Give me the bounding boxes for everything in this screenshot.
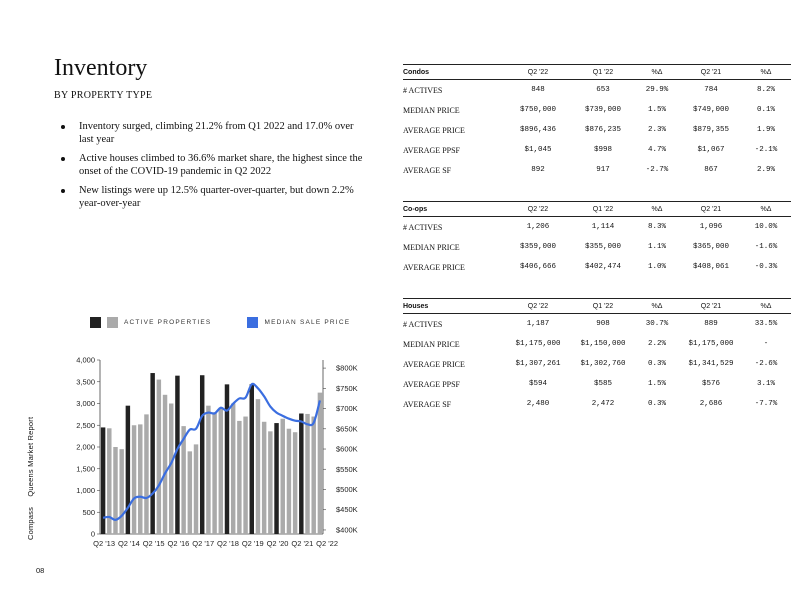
x-tick-label: Q2 '14 [117, 539, 140, 548]
table-header-cell: %Δ [741, 202, 791, 217]
table-header-cell: Co-ops [403, 202, 503, 217]
table-cell: 2.3% [647, 126, 666, 134]
y-left-tick-label: 3,500 [76, 377, 95, 387]
page-number: 08 [36, 566, 45, 575]
table-header-cell: Q2 '21 [681, 65, 741, 80]
bar [256, 399, 260, 534]
table-cell: $359,000 [519, 243, 556, 251]
table-row [403, 120, 791, 140]
table-cell: -7.7% [754, 400, 778, 408]
table-cell: $365,000 [692, 243, 729, 251]
bar [293, 432, 297, 534]
table-cell: 2,686 [699, 400, 723, 408]
y-right-tick-label: $550K [336, 464, 358, 474]
table-cell: 10.0% [754, 223, 778, 231]
y-right-tick-label: $700K [336, 404, 358, 414]
table-cell: 3.1% [756, 380, 775, 388]
y-right-tick-label: $500K [336, 484, 358, 494]
table-cell: $876,235 [584, 126, 621, 134]
bullet-text: Inventory surged, climbing 21.2% from Q1 2022 and 17.0% over last year [79, 121, 354, 145]
y-left-tick-label: 500 [82, 507, 95, 517]
table-header-cell: %Δ [741, 65, 791, 80]
bar [113, 447, 117, 534]
table-cell: 1,114 [591, 223, 615, 231]
table-cell: -1.6% [754, 243, 778, 251]
table-cell: $750,000 [519, 106, 556, 114]
table-header-cell: %Δ [633, 202, 681, 217]
bar [243, 417, 247, 534]
table-row [403, 160, 791, 180]
table-cell: 867 [704, 166, 718, 174]
table-cell: 917 [596, 166, 610, 174]
table-header-cell: Q1 '22 [573, 202, 633, 217]
bar [150, 373, 154, 534]
table-cell: # ACTIVES [403, 85, 443, 95]
bar [219, 408, 223, 534]
bar [281, 419, 285, 534]
table-cell: AVERAGE PPSF [403, 379, 460, 389]
table-cell: MEDIAN PRICE [403, 242, 460, 252]
x-tick-label: Q2 '20 [266, 539, 289, 548]
bar [126, 406, 130, 534]
table-cell: 1,206 [526, 223, 550, 231]
y-right-tick-label: $800K [336, 363, 358, 373]
bar [268, 431, 272, 534]
table-cell: 784 [704, 86, 718, 94]
table-header-cell: Condos [403, 65, 503, 80]
table-row [403, 334, 791, 354]
table-cell: AVERAGE PRICE [403, 125, 465, 135]
bar [225, 384, 229, 534]
bar [188, 451, 192, 534]
table-cell: $749,000 [692, 106, 729, 114]
table-header-cell: Q2 '22 [503, 299, 573, 314]
bar [262, 422, 266, 534]
table-cell: 848 [531, 86, 545, 94]
coops-table [403, 201, 791, 277]
page-title: Inventory [54, 55, 148, 81]
table-header-cell: %Δ [633, 65, 681, 80]
table-cell: 2,480 [526, 400, 550, 408]
table-header-cell: Q2 '21 [681, 202, 741, 217]
y-right-tick-label: $400K [336, 525, 358, 535]
bar [212, 412, 216, 534]
table-header-row [403, 65, 791, 80]
bar [311, 417, 315, 534]
table-cell: 1.0% [647, 263, 666, 271]
y-left-tick-label: 2,500 [76, 420, 95, 430]
condos-table [403, 64, 791, 180]
table-cell: $594 [528, 380, 547, 388]
table-cell: 889 [704, 320, 718, 328]
y-left-tick-label: 2,000 [76, 442, 95, 452]
x-tick-label: Q2 '21 [291, 539, 314, 548]
bar [169, 404, 173, 535]
table-cell: $998 [593, 146, 612, 154]
y-right-tick-label: $600K [336, 444, 358, 454]
page-subtitle: BY PROPERTY TYPE [54, 90, 153, 101]
bullet-text: Active houses climbed to 36.6% market share, the highest since the onset of the COVID-19 pandemic in Q2 2022 [79, 153, 363, 177]
bar [138, 424, 142, 534]
bar [206, 406, 210, 534]
table-cell: $1,067 [697, 146, 725, 154]
table-cell: $1,045 [524, 146, 552, 154]
y-right-tick-label: $450K [336, 505, 358, 515]
table-row [403, 217, 791, 238]
brand-text: Compass [26, 506, 35, 540]
table-cell: 0.3% [647, 400, 666, 408]
bar [237, 421, 241, 534]
table-row [403, 354, 791, 374]
table-cell: $408,061 [692, 263, 729, 271]
table-cell: 2.9% [756, 166, 775, 174]
table-cell: $576 [701, 380, 720, 388]
table-cell: 33.5% [754, 320, 778, 328]
y-right-tick-label: $750K [336, 383, 358, 393]
legend-label-bars: ACTIVE PROPERTIES [124, 319, 212, 326]
bar [274, 423, 278, 534]
table-cell: 1,187 [526, 320, 550, 328]
bar [318, 393, 322, 534]
table-row [403, 140, 791, 160]
table-cell: 1.1% [647, 243, 666, 251]
table-cell: -0.3% [754, 263, 778, 271]
table-cell: $585 [593, 380, 612, 388]
table-row [403, 80, 791, 101]
table-cell: # ACTIVES [403, 222, 443, 232]
table-cell: AVERAGE PPSF [403, 145, 460, 155]
table-header-cell: Q2 '22 [503, 65, 573, 80]
report-name: Queens Market Report [26, 416, 35, 497]
bar [163, 395, 167, 534]
y-left-tick-label: 3,000 [76, 399, 95, 408]
table-cell: 1,096 [699, 223, 723, 231]
bar [231, 404, 235, 535]
y-left-tick-label: 4,000 [76, 355, 95, 365]
table-cell: $1,150,000 [580, 340, 626, 348]
table-cell: AVERAGE SF [403, 165, 452, 175]
x-tick-label: Q2 '17 [192, 539, 215, 548]
y-left-tick-label: 1,000 [76, 486, 95, 495]
bar [119, 449, 123, 534]
table-row [403, 314, 791, 335]
bar [200, 375, 204, 534]
bar [305, 414, 309, 534]
table-cell: 1.5% [647, 380, 666, 388]
table-header-cell: Q1 '22 [573, 299, 633, 314]
table-cell: -2.6% [754, 360, 778, 368]
table-cell: $402,474 [584, 263, 621, 271]
table-cell: 0.3% [647, 360, 666, 368]
x-tick-label: Q2 '19 [241, 539, 264, 548]
x-tick-label: Q2 '18 [217, 539, 239, 548]
table-cell: 2.2% [647, 340, 666, 348]
table-cell: 1.9% [756, 126, 775, 134]
x-tick-label: Q2 '15 [142, 539, 165, 548]
table-header-cell: Q2 '22 [503, 202, 573, 217]
table-cell: $879,355 [692, 126, 729, 134]
table-cell: MEDIAN PRICE [403, 339, 460, 349]
bullet-text: New listings were up 12.5% quarter-over-quarter, but down 2.2% year-over-year [79, 185, 354, 209]
y-left-tick-label: 0 [90, 529, 95, 539]
table-cell: -2.1% [754, 146, 778, 154]
table-cell: $1,175,000 [515, 340, 561, 348]
bar [287, 429, 291, 534]
table-row [403, 237, 791, 257]
table-cell: $355,000 [584, 243, 621, 251]
table-header-cell: Q2 '21 [681, 299, 741, 314]
table-cell: # ACTIVES [403, 319, 443, 329]
table-header-cell: %Δ [741, 299, 791, 314]
table-cell: $406,666 [519, 263, 556, 271]
table-cell: 30.7% [645, 320, 669, 328]
table-header-cell: Q1 '22 [573, 65, 633, 80]
table-cell: AVERAGE PRICE [403, 359, 465, 369]
table-cell: 1.5% [647, 106, 666, 114]
bar [157, 380, 161, 534]
table-cell: 653 [596, 86, 610, 94]
table-cell: $1,302,760 [580, 360, 626, 368]
table-cell: 892 [531, 166, 545, 174]
table-row [403, 257, 791, 277]
x-tick-label: Q2 '16 [167, 539, 190, 548]
y-left-tick-label: 1,500 [76, 464, 95, 474]
table-cell: $1,175,000 [688, 340, 734, 348]
table-cell: $896,436 [519, 126, 556, 134]
legend-label-line: MEDIAN SALE PRICE [264, 319, 351, 326]
table-cell: 2,472 [591, 400, 615, 408]
table-header-cell: %Δ [633, 299, 681, 314]
table-cell: -2.7% [645, 166, 669, 174]
table-cell: 8.3% [647, 223, 666, 231]
table-cell: - [763, 340, 769, 348]
bar [194, 444, 198, 534]
table-cell: $1,307,261 [515, 360, 561, 368]
table-cell: 8.2% [756, 86, 775, 94]
table-cell: 29.9% [645, 86, 669, 94]
table-header-row [403, 299, 791, 314]
table-header-cell: Houses [403, 299, 503, 314]
table-cell: $739,000 [584, 106, 621, 114]
table-cell: 908 [596, 320, 610, 328]
table-cell: AVERAGE PRICE [403, 262, 465, 272]
bar [144, 414, 148, 534]
table-row [403, 374, 791, 394]
bar [132, 425, 136, 534]
table-header-row [403, 202, 791, 217]
houses-table [403, 298, 791, 414]
x-tick-label: Q2 '13 [93, 539, 116, 548]
table-cell: 0.1% [756, 106, 775, 114]
table-cell: $1,341,529 [688, 360, 734, 368]
table-row [403, 100, 791, 120]
x-tick-label: Q2 '22 [316, 539, 339, 548]
table-cell: AVERAGE SF [403, 399, 452, 409]
table-row [403, 394, 791, 414]
table-cell: 4.7% [647, 146, 666, 154]
side-footer [26, 409, 35, 540]
bar [299, 414, 303, 534]
table-cell: MEDIAN PRICE [403, 105, 460, 115]
y-right-tick-label: $650K [336, 424, 358, 434]
bar [250, 384, 254, 534]
